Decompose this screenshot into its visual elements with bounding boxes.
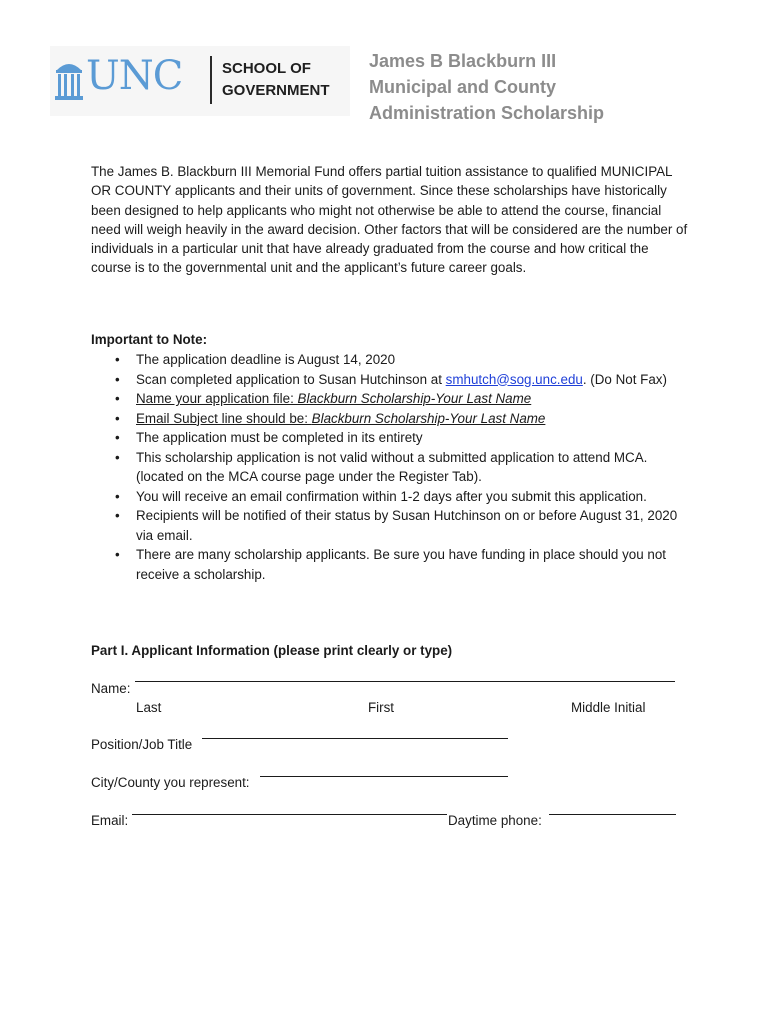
bullet-icon: • <box>115 449 120 465</box>
note-file-name <box>136 391 531 406</box>
note-funding: There are many scholarship applicants. Be sure you have funding in place should you not receive a scholarship. <box>136 547 666 582</box>
name-last-label: Last <box>136 700 162 715</box>
daytime-phone-field[interactable] <box>549 813 676 815</box>
name-middle-initial-label: Middle Initial <box>571 700 646 715</box>
bullet-icon: • <box>115 508 120 523</box>
bullet-icon: • <box>115 488 120 504</box>
list-item <box>115 350 695 370</box>
important-note-heading: Important to Note: <box>91 332 208 347</box>
logo-unc-wordmark: UNC <box>86 53 183 99</box>
old-well-icon <box>54 58 84 102</box>
email-link[interactable]: smhutch@sog.unc.edu <box>445 371 583 387</box>
note-recipients: Recipients will be notified of their status by Susan Hutchinson on or before August 31, 2020 via email. <box>136 508 678 543</box>
name-first-label: First <box>368 700 395 715</box>
bullet-icon: • <box>115 352 120 367</box>
daytime-phone-label: Daytime phone: <box>448 813 542 828</box>
bullet-icon: • <box>115 410 120 426</box>
list-item <box>115 487 695 507</box>
bullet-icon: • <box>115 430 120 445</box>
name-field[interactable] <box>135 680 675 682</box>
position-label: Position/Job Title <box>91 737 193 752</box>
title-line1: James B Blackburn III <box>369 51 557 71</box>
list-item <box>115 448 695 487</box>
bullet-icon: • <box>115 547 120 562</box>
unc-sog-logo <box>50 46 350 116</box>
title-line3: Administration Scholarship <box>369 103 605 123</box>
important-notes-list <box>115 350 695 584</box>
note-subject-label: Email Subject line should be: <box>136 410 312 426</box>
note-no-fax: . (Do Not Fax) <box>582 371 667 387</box>
logo-school-line2: GOVERNMENT <box>222 82 330 99</box>
name-label: Name: <box>91 681 131 696</box>
logo-school-name <box>222 58 330 102</box>
note-subject-line <box>136 411 545 426</box>
city-county-field[interactable] <box>260 775 508 777</box>
intro-paragraph: The James B. Blackburn III Memorial Fund offers partial tuition assistance to qualified MUNICIPAL OR COUNTY applicants and their units of government. Since these scholarships have historically been designed to help applicants who might not otherwise be able to attend the course, financial need will weigh heavily in the award decision. Other factors that will be considered are the number of individuals in a particular unit that have already graduated from the course and how critical the course is to the governmental unit and the applicant’s future career goals. <box>91 164 688 276</box>
list-item <box>115 409 695 429</box>
note-file-name-label: Name your application file: <box>136 391 298 406</box>
note-confirmation: You will receive an email confirmation within 1-2 days after you submit this application. <box>136 488 647 504</box>
list-item <box>115 506 695 545</box>
list-item <box>115 370 695 390</box>
note-entirety: The application must be completed in its entirety <box>136 430 423 445</box>
note-file-name-value: Blackburn Scholarship-Your Last Name <box>297 391 532 406</box>
logo-divider <box>210 56 212 104</box>
email-label: Email: <box>91 813 129 828</box>
logo-school-line1: SCHOOL OF <box>222 60 311 77</box>
email-field[interactable] <box>132 813 447 815</box>
title-line2: Municipal and County <box>369 77 556 97</box>
note-subject-value: Blackburn Scholarship-Your Last Name <box>311 410 546 426</box>
bullet-icon: • <box>115 371 120 387</box>
city-county-label: City/County you represent: <box>91 775 250 790</box>
note-mca-application: This scholarship application is not valid without a submitted application to attend MCA. (located on the MCA course page under the Register Tab). <box>136 449 648 484</box>
part-one-heading: Part I. Applicant Information (please print clearly or type) <box>91 643 453 658</box>
list-item <box>115 428 695 448</box>
note-deadline: The application deadline is August 14, 2020 <box>136 352 396 367</box>
position-field[interactable] <box>202 737 508 739</box>
note-scan-text: Scan completed application to Susan Hutchinson at <box>136 371 446 387</box>
list-item <box>115 389 695 409</box>
list-item <box>115 545 695 584</box>
bullet-icon: • <box>115 391 120 406</box>
document-title <box>369 48 749 126</box>
